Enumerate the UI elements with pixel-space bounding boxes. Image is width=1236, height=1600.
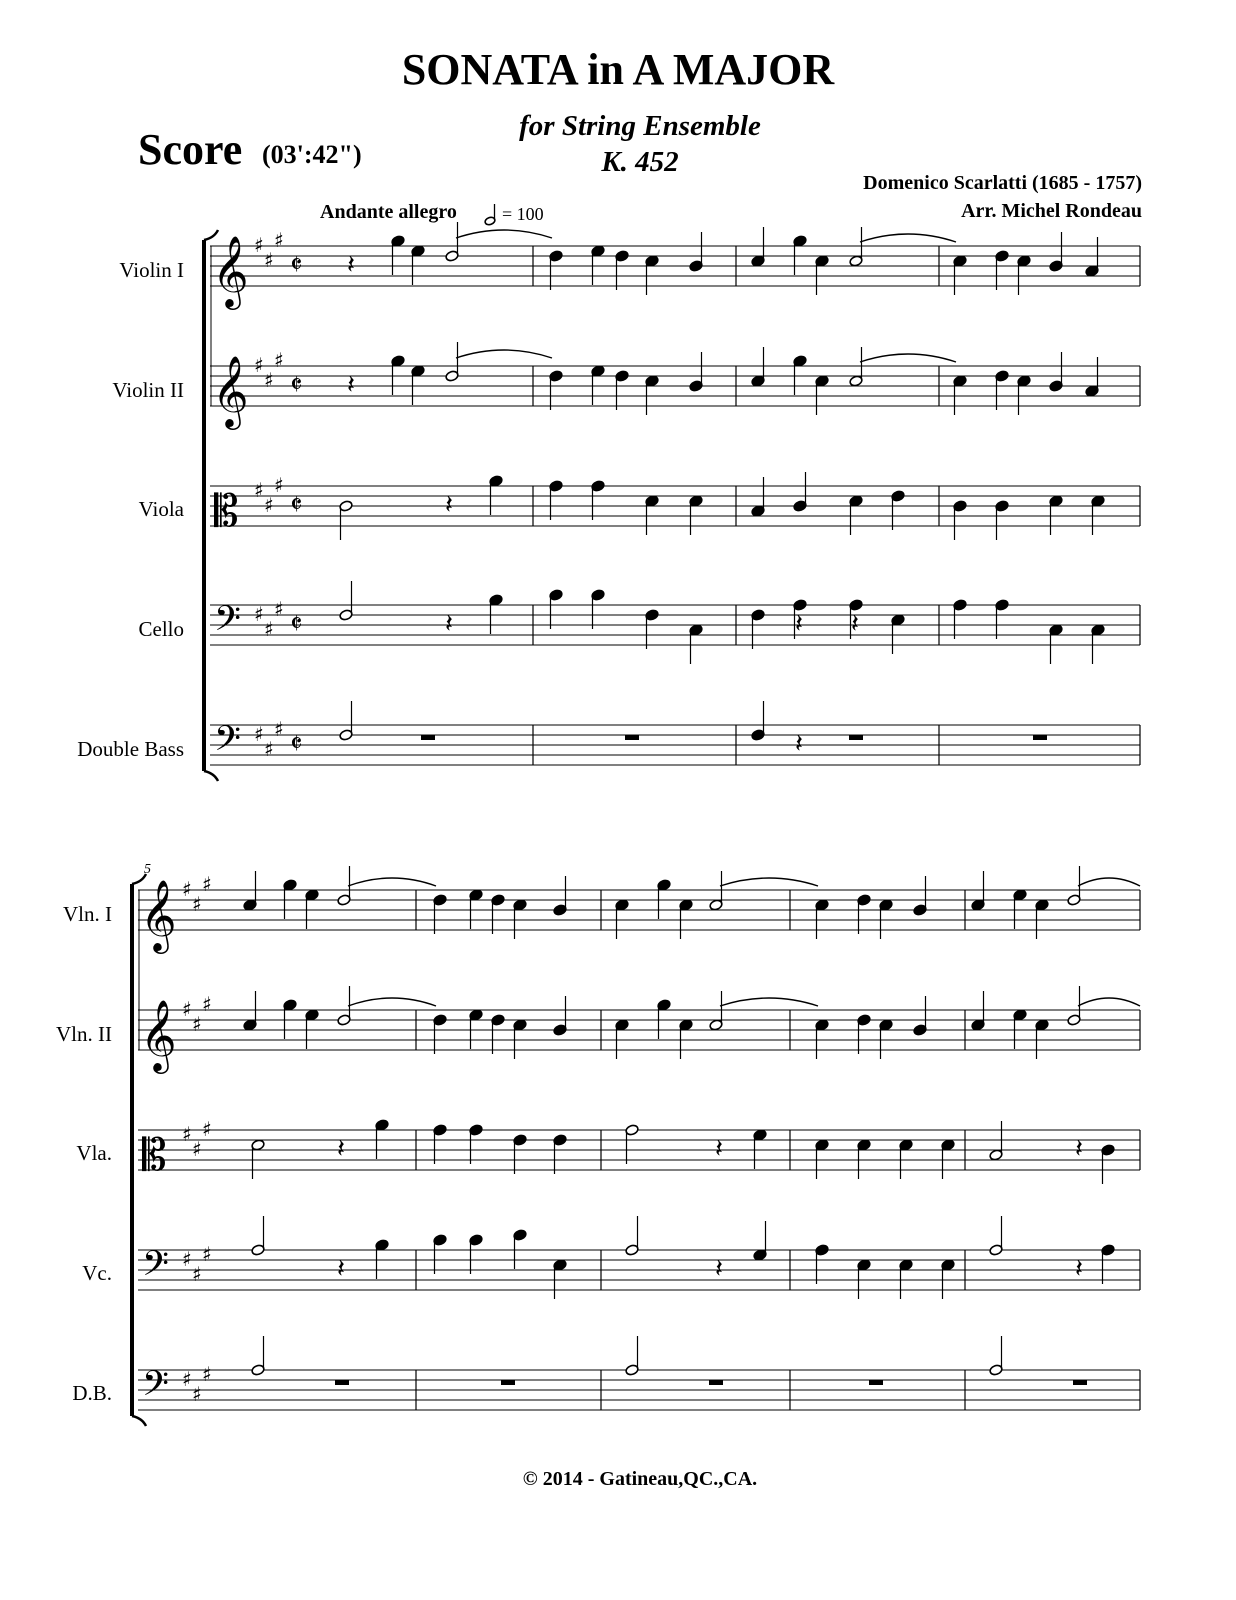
whole-rest: [335, 1380, 349, 1385]
whole-rest: [625, 735, 639, 740]
instrument-label-violin-1: Violin I: [119, 258, 184, 282]
tie: [720, 878, 818, 886]
copyright-footer: © 2014 - Gatineau,QC.,CA.: [522, 1468, 758, 1490]
sharp-sign: ♯: [182, 997, 192, 1021]
quarter-rest: 𝄽: [1075, 1134, 1083, 1164]
sharp-sign: ♯: [182, 1247, 192, 1271]
tie: [456, 230, 552, 238]
whole-rest: [1073, 1380, 1087, 1385]
score-title: SONATA in A MAJOR: [401, 45, 835, 94]
tie: [860, 354, 956, 362]
tie: [1078, 998, 1140, 1006]
instrument-label-vla: Vla.: [76, 1141, 112, 1165]
sharp-sign: ♯: [202, 1242, 212, 1266]
cut-time-icon: 𝄵: [290, 488, 303, 521]
arranger: Arr. Michel Rondeau: [961, 200, 1142, 222]
sharp-sign: ♯: [192, 1382, 202, 1406]
instrument-label-viola: Viola: [138, 497, 184, 521]
instrument-label-vln-1: Vln. I: [63, 902, 112, 926]
sharp-sign: ♯: [264, 368, 274, 392]
sharp-sign: ♯: [192, 1137, 202, 1161]
treble-clef-icon: 𝄞: [140, 878, 177, 951]
sharp-sign: ♯: [192, 892, 202, 916]
sharp-sign: ♯: [264, 737, 274, 761]
bass-clef-icon: 𝄢: [214, 598, 242, 647]
treble-clef-icon: 𝄞: [140, 998, 177, 1071]
sharp-sign: ♯: [202, 1117, 212, 1141]
quarter-rest: 𝄽: [445, 490, 453, 520]
quarter-rest: 𝄽: [347, 370, 355, 400]
sharp-sign: ♯: [182, 1122, 192, 1146]
sharp-sign: ♯: [274, 717, 284, 741]
bass-clef-icon: 𝄢: [214, 718, 242, 767]
measure-number: 5: [144, 862, 151, 877]
tie: [1078, 878, 1140, 886]
cut-time-icon: 𝄵: [290, 727, 303, 760]
instrument-label-vc: Vc.: [82, 1261, 112, 1285]
sharp-sign: ♯: [254, 353, 264, 377]
composer: Domenico Scarlatti (1685 - 1757): [863, 172, 1142, 194]
sharp-sign: ♯: [192, 1262, 202, 1286]
tempo-value: = 100: [502, 204, 544, 224]
sharp-sign: ♯: [254, 602, 264, 626]
tempo-marking: Andante allegro: [320, 201, 457, 223]
cut-time-icon: 𝄵: [290, 368, 303, 401]
sharp-sign: ♯: [182, 877, 192, 901]
tie: [720, 998, 818, 1006]
sharp-sign: ♯: [254, 478, 264, 502]
cut-time-icon: 𝄵: [290, 607, 303, 640]
bracket-hook: [204, 771, 218, 781]
tie: [348, 878, 436, 886]
whole-rest: [709, 1380, 723, 1385]
whole-rest: [501, 1380, 515, 1385]
score-subtitle: for String Ensemble: [519, 110, 761, 142]
sharp-sign: ♯: [274, 597, 284, 621]
tie: [348, 998, 436, 1006]
alto-clef-icon: 𝄡: [142, 1130, 167, 1181]
sharp-sign: ♯: [182, 1367, 192, 1391]
alto-clef-icon: 𝄡: [214, 486, 239, 537]
instrument-label-db: D.B.: [72, 1381, 112, 1405]
quarter-rest: 𝄽: [337, 1134, 345, 1164]
bass-clef-icon: 𝄢: [142, 1243, 170, 1292]
bracket-hook: [132, 1416, 146, 1426]
bass-clef-icon: 𝄢: [142, 1363, 170, 1412]
quarter-rest: 𝄽: [715, 1254, 723, 1284]
quarter-rest: 𝄽: [851, 609, 859, 639]
sharp-sign: ♯: [274, 348, 284, 372]
instrument-label-violin-2: Violin II: [112, 378, 184, 402]
duration: (03':42"): [262, 140, 362, 169]
quarter-rest: 𝄽: [795, 729, 803, 759]
sharp-sign: ♯: [274, 473, 284, 497]
sharp-sign: ♯: [202, 1362, 212, 1386]
quarter-rest: 𝄽: [337, 1254, 345, 1284]
catalog-number: K. 452: [601, 146, 679, 178]
treble-clef-icon: 𝄞: [212, 354, 249, 427]
quarter-rest: 𝄽: [795, 609, 803, 639]
tie: [456, 350, 552, 358]
instrument-label-vln-2: Vln. II: [56, 1022, 112, 1046]
treble-clef-icon: 𝄞: [212, 234, 249, 307]
whole-rest: [1033, 735, 1047, 740]
quarter-rest: 𝄽: [445, 609, 453, 639]
sharp-sign: ♯: [254, 233, 264, 257]
tie: [860, 234, 956, 242]
instrument-label-double-bass: Double Bass: [77, 737, 184, 761]
instrument-label-cello: Cello: [138, 617, 184, 641]
quarter-rest: 𝄽: [347, 250, 355, 280]
sharp-sign: ♯: [274, 228, 284, 252]
whole-rest: [869, 1380, 883, 1385]
quarter-rest: 𝄽: [1075, 1254, 1083, 1284]
sharp-sign: ♯: [254, 722, 264, 746]
cut-time-icon: 𝄵: [290, 248, 303, 281]
sharp-sign: ♯: [264, 248, 274, 272]
whole-rest: [421, 735, 435, 740]
quarter-rest: 𝄽: [715, 1134, 723, 1164]
sharp-sign: ♯: [202, 992, 212, 1016]
sharp-sign: ♯: [202, 872, 212, 896]
sharp-sign: ♯: [264, 617, 274, 641]
sharp-sign: ♯: [192, 1012, 202, 1036]
whole-rest: [849, 735, 863, 740]
score-label: Score: [138, 125, 243, 174]
sharp-sign: ♯: [264, 493, 274, 517]
